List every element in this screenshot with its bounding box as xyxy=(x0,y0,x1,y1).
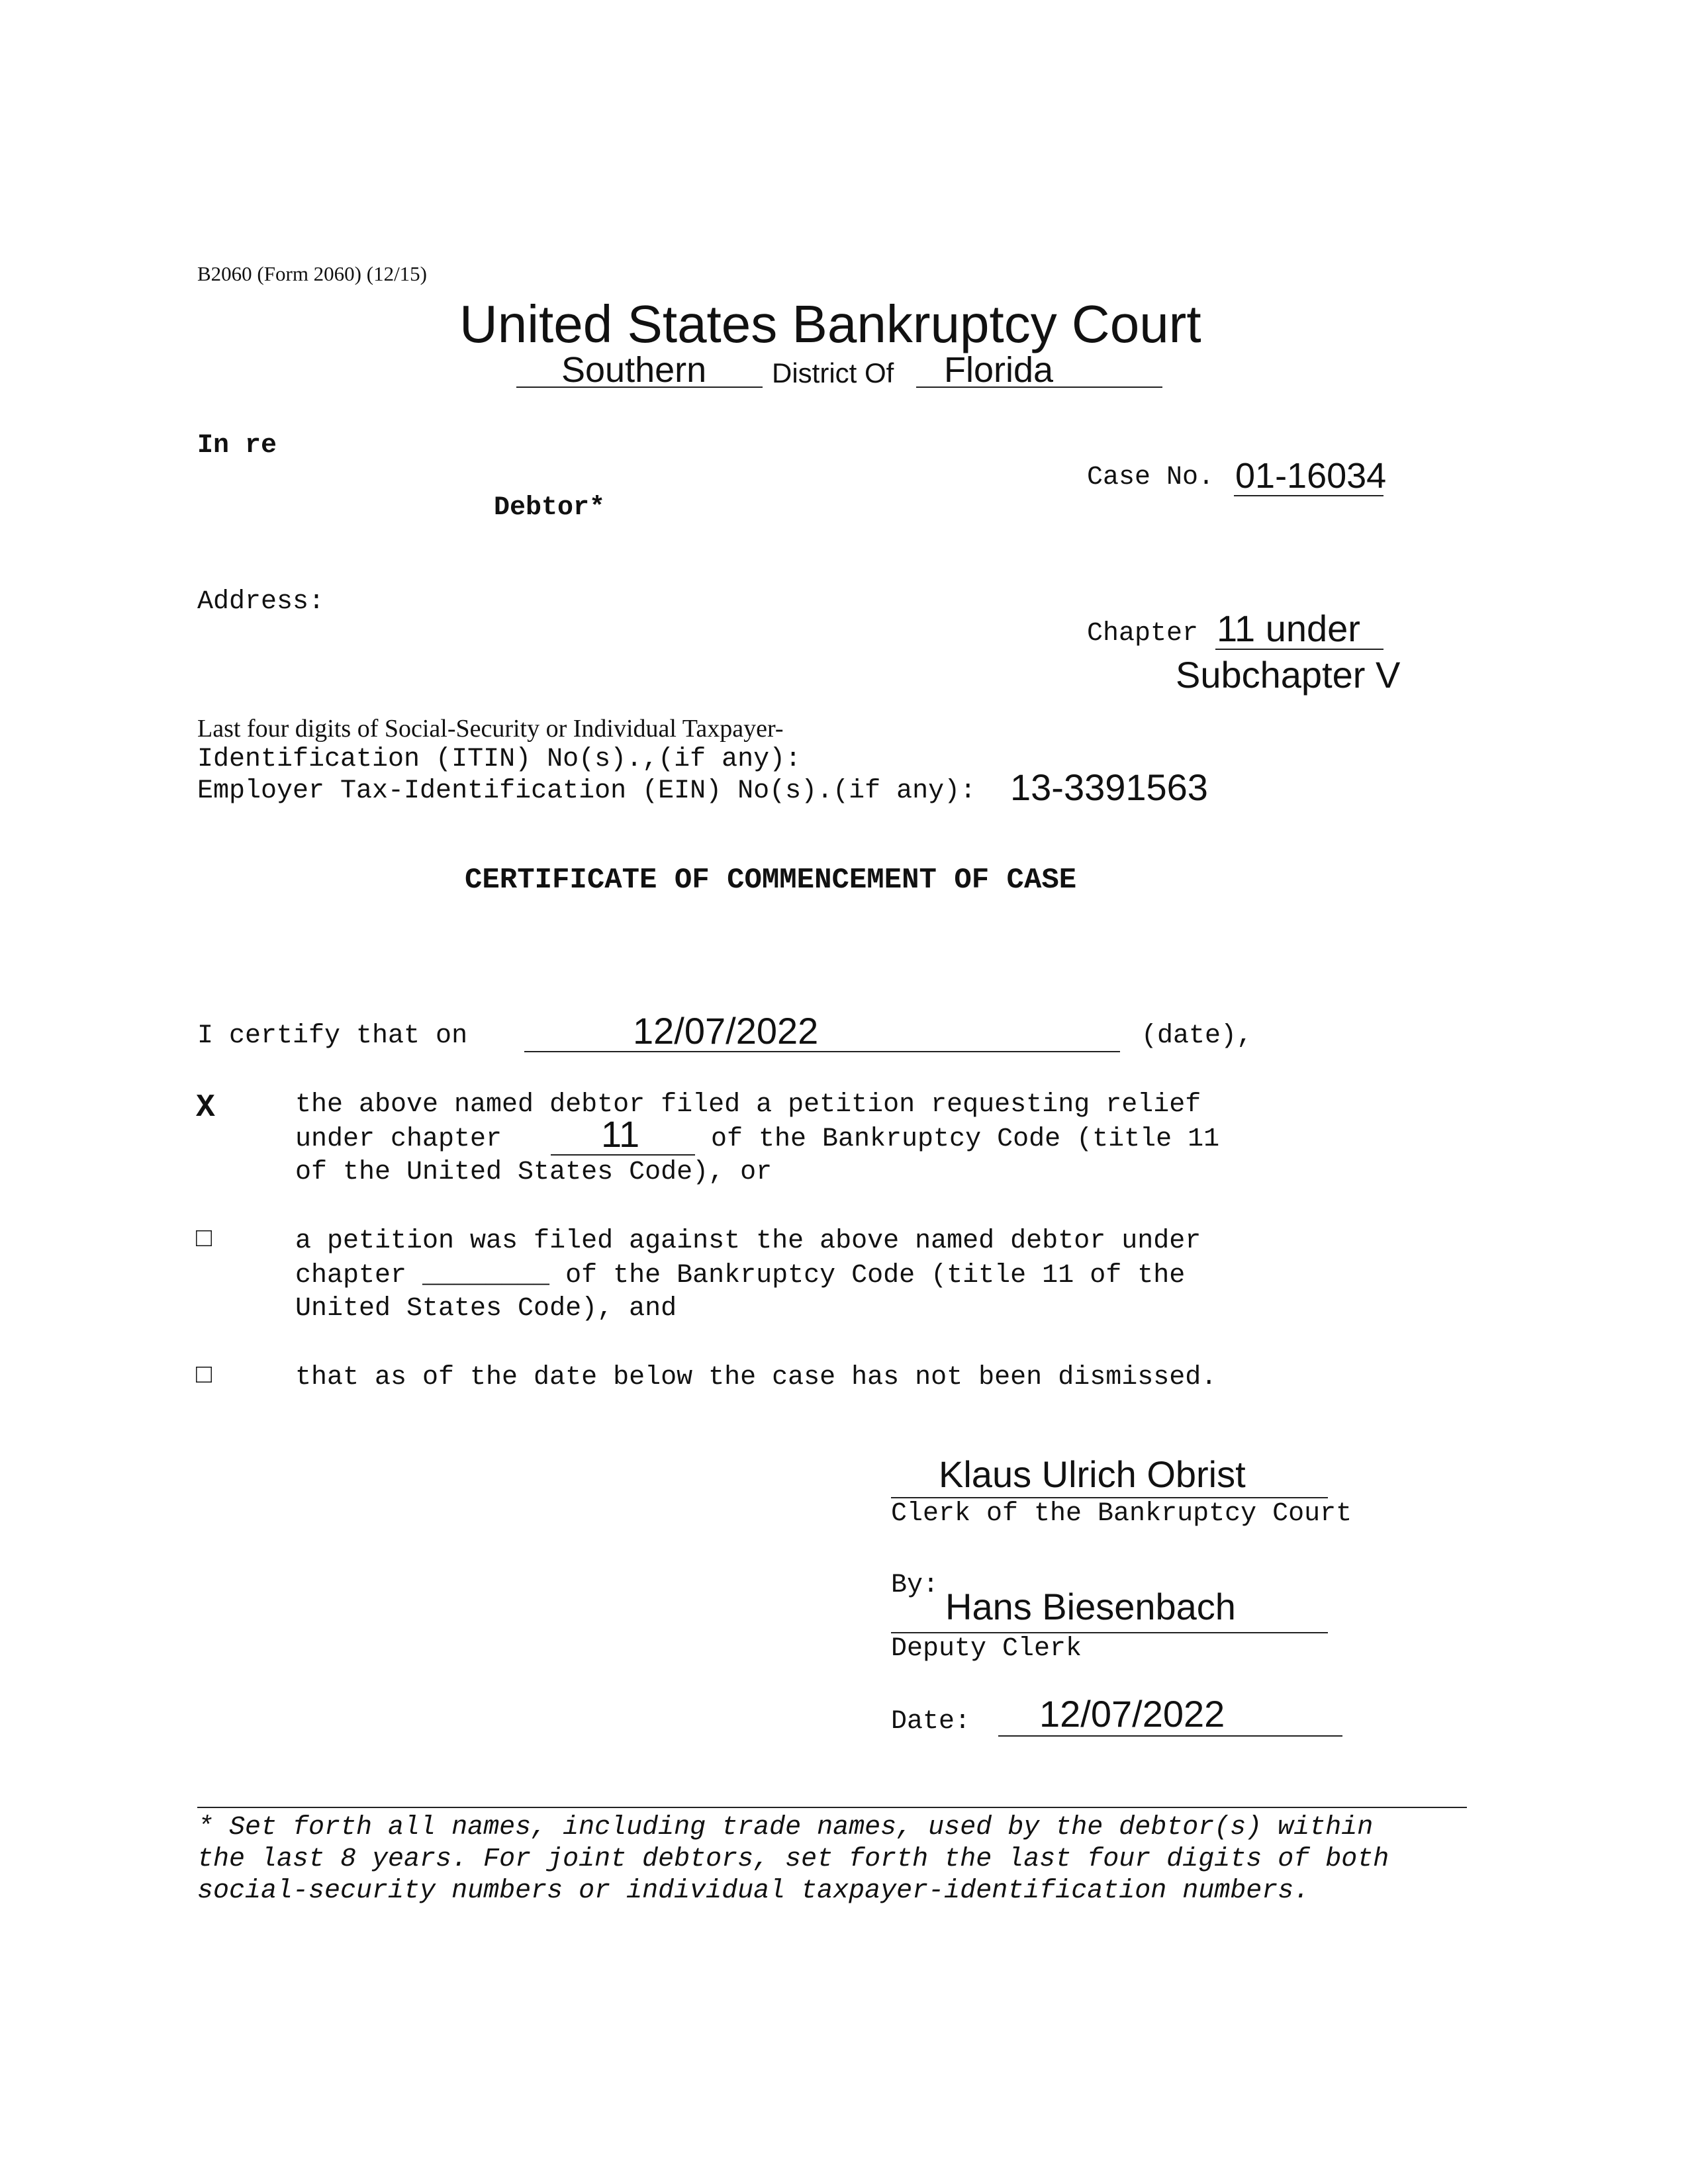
chapter-value-line1: 11 under xyxy=(1217,608,1360,649)
case-no-label: Case No. xyxy=(1087,463,1215,492)
option-2-line1: a petition was filed against the above named debtor under xyxy=(295,1226,1201,1256)
option-3-checkbox[interactable]: □ xyxy=(196,1361,212,1391)
ein-label: Employer Tax-Identification (EIN) No(s).(if any): xyxy=(197,776,976,806)
district-name: Southern xyxy=(561,350,707,390)
footnote-line1: * Set forth all names, including trade names, used by the debtor(s) within xyxy=(197,1813,1374,1843)
chapter-label: Chapter xyxy=(1087,619,1199,649)
certify-date: 12/07/2022 xyxy=(633,1010,819,1052)
ein-value: 13-3391563 xyxy=(1010,766,1208,808)
clerk-title: Clerk of the Bankruptcy Court xyxy=(891,1499,1352,1529)
certificate-heading: CERTIFICATE OF COMMENCEMENT OF CASE xyxy=(465,864,1077,897)
by-label: By: xyxy=(891,1570,939,1600)
court-title: United States Bankruptcy Court xyxy=(459,295,1201,353)
option-1-chapter-value: 11 xyxy=(601,1113,640,1155)
date-label: Date: xyxy=(891,1707,971,1737)
option-1-line1: the above named debtor filed a petition requesting relief xyxy=(295,1090,1201,1120)
debtor-label: Debtor* xyxy=(494,493,606,523)
certify-suffix: (date), xyxy=(1141,1021,1253,1051)
district-of-label: District Of xyxy=(772,357,894,388)
option-2-line2: chapter ________ of the Bankruptcy Code (title 11 of the xyxy=(295,1261,1186,1291)
option-1-line2-post: of the Bankruptcy Code (title 11 xyxy=(711,1124,1220,1154)
state-name: Florida xyxy=(944,350,1054,390)
form-id: B2060 (Form 2060) (12/15) xyxy=(197,262,428,285)
address-label: Address: xyxy=(197,587,325,617)
option-1-line3: of the United States Code), or xyxy=(295,1158,773,1187)
case-no-value: 01-16034 xyxy=(1235,456,1387,496)
signature-date-underline xyxy=(998,1735,1342,1737)
clerk-name: Klaus Ulrich Obrist xyxy=(939,1453,1246,1495)
chapter-value-line2: Subchapter V xyxy=(1176,654,1401,696)
option-2-checkbox[interactable]: □ xyxy=(196,1225,212,1255)
ssn-label-line2: Identification (ITIN) No(s).,(if any): xyxy=(197,745,802,774)
footnote-line3: social-security numbers or individual taxpayer-identification numbers. xyxy=(197,1876,1310,1906)
in-re-label: In re xyxy=(197,431,277,461)
deputy-title: Deputy Clerk xyxy=(891,1634,1082,1664)
option-2-line3: United States Code), and xyxy=(295,1294,677,1324)
ssn-label-line1: Last four digits of Social-Security or Individual Taxpayer- xyxy=(197,715,784,743)
option-1-line2-pre: under chapter xyxy=(295,1124,502,1154)
deputy-name: Hans Biesenbach xyxy=(945,1586,1236,1627)
footnote-rule xyxy=(197,1807,1467,1808)
certify-date-underline-line xyxy=(524,1051,1120,1052)
signature-date: 12/07/2022 xyxy=(1039,1693,1225,1735)
footnote-line2: the last 8 years. For joint debtors, set forth the last four digits of both xyxy=(197,1844,1389,1874)
option-3-line1: that as of the date below the case has not been dismissed. xyxy=(295,1363,1217,1392)
certify-prefix: I certify that on xyxy=(197,1021,468,1051)
option-1-checkbox[interactable]: X xyxy=(196,1090,215,1126)
